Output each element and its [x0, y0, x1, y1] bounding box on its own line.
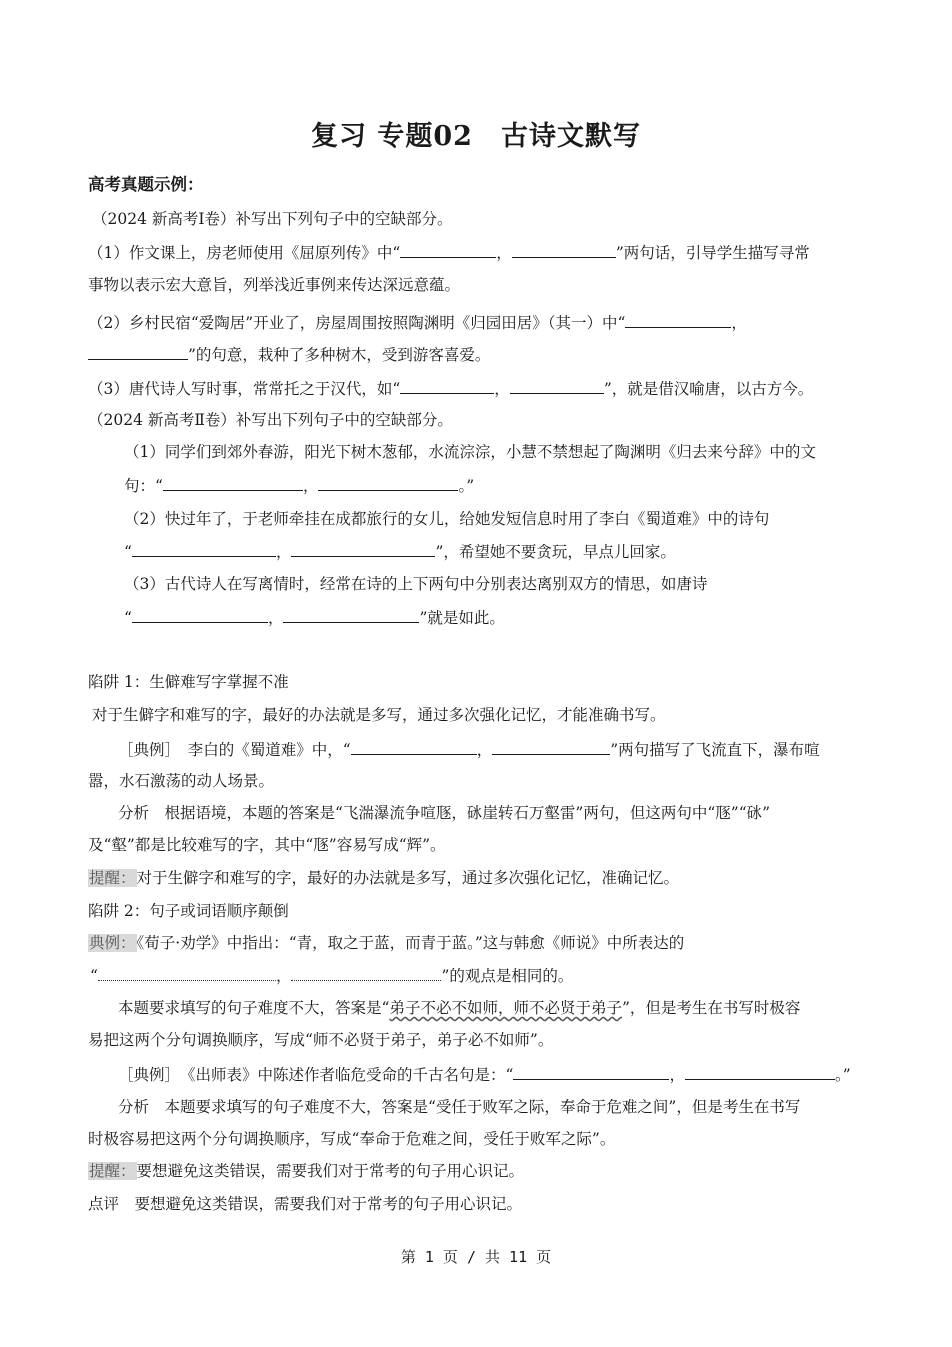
question-text: ”，就是借汉喻唐，以古方今。	[603, 380, 814, 398]
tip-2	[88, 1160, 524, 1182]
example-1	[118, 738, 820, 761]
comma: ，	[496, 244, 512, 262]
comma: ，	[302, 477, 319, 495]
tip-label: 提醒：	[89, 1162, 136, 1180]
example-text: “	[90, 967, 98, 985]
exam2-intro: （2024 新高考Ⅱ卷）补写出下列句子中的空缺部分。	[88, 411, 453, 429]
answer-blank[interactable]	[512, 241, 616, 258]
page-footer: 第 1 页 / 共 11 页	[400, 1248, 552, 1266]
question-text: “	[124, 609, 132, 627]
example-3	[118, 1063, 851, 1086]
answer-blank[interactable]	[291, 964, 441, 981]
question-text: （3）唐代诗人写时事，常常托之于汉代，如“	[88, 380, 401, 398]
analysis-1: 分析 根据语境，本题的答案是“飞湍瀑流争喧豗，砯崖转石万壑雷”两句，但这两句中“豗”“砯”	[118, 804, 771, 822]
question-1-1-cont: 事物以表示宏大意旨，列举浅近事例来传达深远意蕴。	[88, 276, 461, 294]
comma: ，	[476, 741, 493, 759]
answer-blank[interactable]	[291, 540, 435, 557]
section-heading: 高考真题示例：	[88, 175, 204, 194]
analysis-1-cont: 及“壑”都是比较难写的字，其中“豗”容易写成“辉”。	[88, 836, 446, 854]
answer-blank[interactable]	[492, 738, 610, 755]
example-2	[88, 932, 684, 954]
answer-blank[interactable]	[351, 738, 477, 755]
comma: ，	[669, 1066, 685, 1084]
answer-blank[interactable]	[132, 606, 268, 623]
answer-blank[interactable]	[625, 311, 731, 328]
tip-text: 要想避免这类错误，需要我们对于常考的句子用心识记。	[136, 1162, 525, 1180]
analysis-3-cont: 时极容易把这两个分句调换顺序，写成“奉命于危难之间，受任于败军之际”。	[88, 1130, 616, 1148]
comma: ，	[275, 543, 292, 561]
question-text: （2）乡村民宿“爱陶居”开业了，房屋周围按照陶渊明《归园田居》（其一）中“	[88, 314, 626, 332]
question-2-1-cont	[124, 474, 474, 497]
example-text: ［典例］ 《出师表》中陈述作者临危受命的千古名句是：“	[118, 1066, 514, 1084]
tip-label: 提醒：	[89, 869, 136, 887]
answer-highlight: 弟子不必不如师，师不必贤于弟子	[389, 999, 622, 1017]
question-text: ”就是如此。	[419, 609, 505, 627]
tip-1	[88, 867, 679, 889]
example-1-cont: 嚣，水石激荡的动人场景。	[88, 772, 275, 790]
comma: ，	[731, 314, 747, 332]
question-2-1: （1）同学们到郊外春游，阳光下树木葱郁，水流淙淙，小慧不禁想起了陶渊明《归去来兮辞》中的文	[124, 443, 816, 461]
question-2-3-cont	[124, 606, 505, 629]
analysis-text: ”，但是考生在书写时极容	[621, 999, 801, 1017]
example-label: 典例：	[89, 934, 136, 952]
analysis-2	[118, 997, 800, 1019]
comma: ，	[267, 609, 284, 627]
answer-blank[interactable]	[318, 474, 458, 491]
trap-1-desc: 对于生僻字和难写的字，最好的办法就是多写，通过多次强化记忆，才能准确书写。	[92, 706, 666, 724]
question-text: ”两句话，引导学生描写寻常	[615, 244, 810, 262]
trap-1-title: 陷阱 1：生僻难写字掌握不准	[88, 673, 289, 691]
answer-blank[interactable]	[400, 241, 496, 258]
answer-blank[interactable]	[132, 540, 276, 557]
question-1-1	[88, 241, 810, 264]
comma: ，	[494, 380, 510, 398]
comment: 点评 要想避免这类错误，需要我们对于常考的句子用心识记。	[88, 1195, 523, 1213]
comma: ，	[275, 967, 292, 985]
example-text: ［典例］ 李白的《蜀道难》中，“	[118, 741, 351, 759]
example-2-cont	[90, 964, 573, 987]
question-text: 。”	[458, 477, 475, 495]
analysis-text: 本题要求填写的句子难度不大，答案是“	[118, 999, 390, 1017]
question-1-2-cont	[88, 343, 490, 366]
answer-blank[interactable]	[400, 377, 494, 394]
answer-blank[interactable]	[513, 1063, 669, 1080]
answer-blank[interactable]	[510, 377, 604, 394]
example-text: ”的观点是相同的。	[441, 967, 574, 985]
answer-blank[interactable]	[685, 1063, 835, 1080]
question-text: ”，希望她不要贪玩，早点儿回家。	[435, 543, 676, 561]
question-2-2: （2）快过年了，于老师牵挂在成都旅行的女儿，给她发短信息时用了李白《蜀道难》中的诗句	[124, 510, 770, 528]
trap-2-title: 陷阱 2：句子或词语顺序颠倒	[88, 902, 289, 920]
example-text: 《荀子·劝学》中指出：“青，取之于蓝，而青于蓝。”这与韩愈《师说》中所表达的	[136, 934, 685, 952]
page-title: 复习 专题02 古诗文默写	[311, 121, 641, 152]
example-text: 。”	[834, 1066, 851, 1084]
analysis-3: 分析 本题要求填写的句子难度不大，答案是“受任于败军之际，奉命于危难之间”，但是考生在书写	[118, 1098, 801, 1116]
exam1-intro: （2024 新高考Ⅰ卷）补写出下列句子中的空缺部分。	[92, 210, 453, 228]
example-text: ”两句描写了飞流直下，瀑布喧	[610, 741, 820, 759]
question-text: ”的句意，栽种了多种树木，受到游客喜爱。	[188, 346, 491, 364]
question-text: “	[124, 543, 132, 561]
analysis-2-cont: 易把这两个分句调换顺序，写成“师不必贤于弟子，弟子必不如师”。	[88, 1031, 554, 1049]
question-text: （1）作文课上，房老师使用《屈原列传》中“	[88, 244, 401, 262]
question-2-2-cont	[124, 540, 676, 563]
answer-blank[interactable]	[283, 606, 419, 623]
question-1-2	[88, 311, 747, 334]
answer-blank[interactable]	[88, 343, 188, 360]
answer-blank[interactable]	[163, 474, 303, 491]
question-2-3: （3）古代诗人在写离情时，经常在诗的上下两句中分别表达离别双方的情思，如唐诗	[124, 575, 708, 593]
answer-blank[interactable]	[98, 964, 276, 981]
question-text: 句：“	[124, 477, 163, 495]
question-1-3	[88, 377, 813, 400]
tip-text: 对于生僻字和难写的字，最好的办法就是多写，通过多次强化记忆，准确记忆。	[136, 869, 680, 887]
